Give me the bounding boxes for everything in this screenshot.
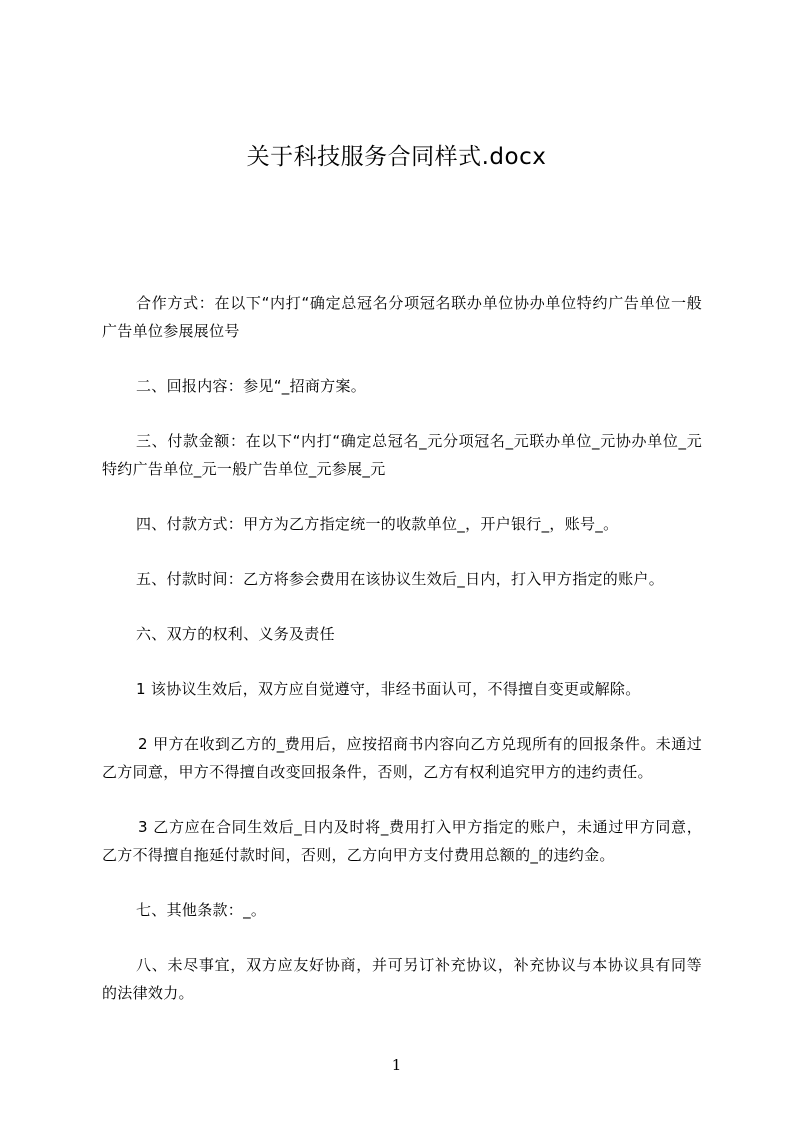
paragraph-rights-obligations-heading: 六、双方的权利、义务及责任: [136, 625, 335, 643]
paragraph-payment-time: 五、付款时间：乙方将参会费用在该协议生效后_日内，打入甲方指定的账户。: [136, 570, 665, 588]
paragraph-payment-amount: 三、付款金额：在以下“内打“确定总冠名_元分项冠名_元联办单位_元协办单位_元特约广告单位_元一般广告单位_元参展_元: [102, 432, 702, 478]
paragraph-clause-2: 2 甲方在收到乙方的_费用后，应按招商书内容向乙方兑现所有的回报条件。未通过乙方同意，甲方不得擅自改变回报条件，否则，乙方有权利追究甲方的违约责任。: [102, 735, 702, 781]
paragraph-unsettled-matters: 八、未尽事宜，双方应友好协商，并可另订补充协议，补充协议与本协议具有同等的法律效力。: [102, 956, 702, 1002]
document-title: 关于科技服务合同样式.docx: [246, 144, 547, 170]
paragraph-clause-3: 3 乙方应在合同生效后_日内及时将_费用打入甲方指定的账户，未通过甲方同意，乙方不得擅自拖延付款时间，否则，乙方向甲方支付费用总额的_的违约金。: [102, 818, 702, 864]
paragraph-return-content: 二、回报内容：参见“_招商方案。: [136, 377, 367, 395]
paragraph-clause-1: 1 该协议生效后，双方应自觉遵守，非经书面认可，不得擅自变更或解除。: [136, 680, 641, 698]
page-number: 1: [391, 1056, 402, 1074]
paragraph-cooperation-method: 合作方式：在以下“内打“确定总冠名分项冠名联办单位协办单位特约广告单位一般广告单位参展展位号: [102, 294, 702, 340]
paragraph-payment-method: 四、付款方式：甲方为乙方指定统一的收款单位_，开户银行_，账号_。: [136, 515, 619, 533]
document-body: [102, 289, 702, 1034]
paragraph-other-terms: 七、其他条款：_。: [136, 901, 267, 919]
